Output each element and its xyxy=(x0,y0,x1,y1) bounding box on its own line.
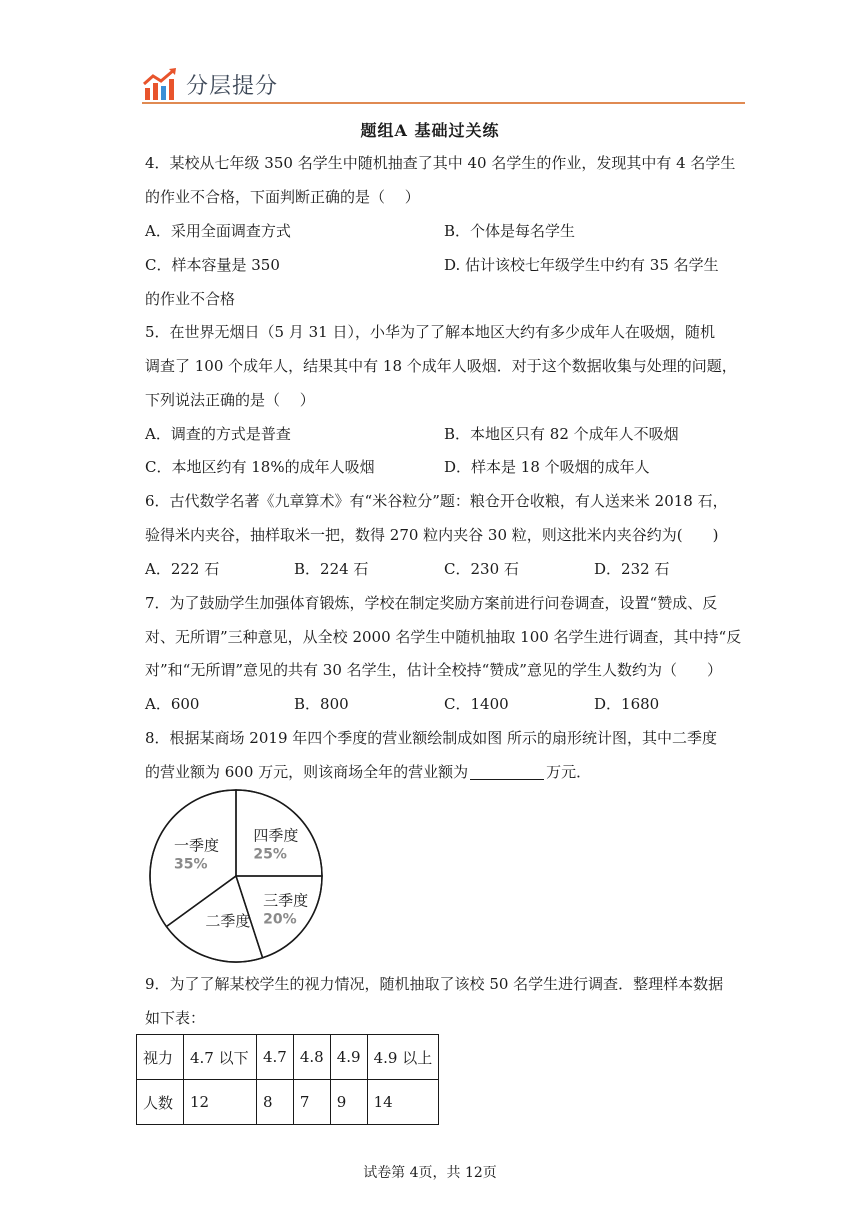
q7-option-b: B．800 xyxy=(294,695,349,713)
vision-data-table xyxy=(136,1034,439,1125)
table-cell: 8 xyxy=(257,1080,294,1125)
table-cell: 4.9 xyxy=(330,1035,367,1080)
q7-stem-line2: 对、无所谓”三种意见，从全校 2000 名学生中随机抽取 100 名学生进行调查，其中持“反 xyxy=(145,628,742,646)
q5-stem-line3: 下列说法正确的是（ ） xyxy=(145,391,315,409)
q8-stem-part-b: 万元． xyxy=(546,763,592,781)
q7-option-a: A．600 xyxy=(145,695,200,713)
q6-option-b: B．224 石 xyxy=(294,560,369,578)
pie-slice-label: 三季度 xyxy=(263,891,309,910)
q5-option-c: C．本地区约有 18%的成年人吸烟 xyxy=(145,458,375,476)
q5-stem-line2: 调查了 100 个成年人，结果其中有 18 个成年人吸烟．对于这个数据收集与处理的问题， xyxy=(145,357,737,375)
q6-stem-line2: 验得米内夹谷，抽样取米一把，数得 270 粒内夹谷 30 粒，则这批米内夹谷约为( ) xyxy=(145,526,719,544)
pie-slice-label: 一季度 xyxy=(174,836,220,855)
q5-stem-line1: 5．在世界无烟日（5 月 31 日），小华为了了解本地区大约有多少成年人在吸烟，随机 xyxy=(145,323,715,341)
q6-stem-line1: 6．古代数学名著《九章算术》有“米谷粒分”题：粮仓开仓收粮，有人送来米 2018 石， xyxy=(145,492,728,510)
q8-stem-line2 xyxy=(145,762,591,782)
table-cell: 14 xyxy=(367,1080,439,1125)
q7-option-d: D．1680 xyxy=(594,695,660,713)
pie-slice-percent: 20% xyxy=(263,911,297,928)
page-footer: 试卷第 4页，共 12页 xyxy=(363,1165,497,1181)
table-cell: 7 xyxy=(293,1080,330,1125)
answer-blank xyxy=(470,763,544,780)
table-row xyxy=(137,1080,439,1125)
pie-slice-label: 二季度 xyxy=(205,912,251,930)
table-cell: 12 xyxy=(184,1080,257,1125)
table-cell: 4.7 以下 xyxy=(184,1035,257,1080)
q7-stem-line3: 对”和“无所谓”意见的共有 30 名学生，估计全校持“赞成”意见的学生人数约为（ ） xyxy=(145,661,722,679)
quarterly-revenue-pie-chart xyxy=(148,788,324,964)
q4-stem-line2: 的作业不合格，下面判断正确的是（ ） xyxy=(145,188,420,206)
bar-chart-logo-icon xyxy=(142,66,178,102)
logo-text: 分层提分 xyxy=(186,73,279,99)
q4-option-d-cont: 的作业不合格 xyxy=(145,290,236,308)
q5-option-a: A．调查的方式是普查 xyxy=(145,425,291,443)
q4-option-a: A．采用全面调查方式 xyxy=(145,222,291,240)
q6-option-a: A．222 石 xyxy=(145,560,220,578)
table-cell: 4.8 xyxy=(293,1035,330,1080)
pie-slice-label: 四季度 xyxy=(253,826,299,845)
q9-stem-line2: 如下表： xyxy=(145,1009,206,1027)
brand-logo xyxy=(142,66,278,102)
header-rule xyxy=(142,102,745,104)
table-row xyxy=(137,1035,439,1080)
table-cell: 4.9 以上 xyxy=(367,1035,439,1080)
q6-option-c: C．230 石 xyxy=(444,560,519,578)
q8-stem-line1: 8．根据某商场 2019 年四个季度的营业额绘制成如图 所示的扇形统计图，其中二季度 xyxy=(145,729,718,747)
table-cell: 人数 xyxy=(137,1080,184,1125)
q4-stem-line1: 4．某校从七年级 350 名学生中随机抽查了其中 40 名学生的作业，发现其中有 4 名学生 xyxy=(145,154,736,172)
q4-option-c: C．样本容量是 350 xyxy=(145,256,280,274)
q7-option-c: C．1400 xyxy=(444,695,509,713)
q6-option-d: D．232 石 xyxy=(594,560,670,578)
q5-option-d: D．样本是 18 个吸烟的成年人 xyxy=(444,458,650,476)
section-title: 题组A 基础过关练 xyxy=(360,121,500,140)
q4-option-d: D. 估计该校七年级学生中约有 35 名学生 xyxy=(444,256,719,274)
q5-option-b: B．本地区只有 82 个成年人不吸烟 xyxy=(444,425,679,443)
table-cell: 9 xyxy=(330,1080,367,1125)
pie-slice-percent: 35% xyxy=(174,856,208,873)
pie-slice-percent: 25% xyxy=(253,846,287,863)
table-cell: 视力 xyxy=(137,1035,184,1080)
q9-stem-line1: 9．为了了解某校学生的视力情况，随机抽取了该校 50 名学生进行调查．整理样本数据 xyxy=(145,975,724,993)
q8-stem-part-a: 的营业额为 600 万元，则该商场全年的营业额为 xyxy=(145,763,469,781)
q7-stem-line1: 7．为了鼓励学生加强体育锻炼，学校在制定奖励方案前进行问卷调查，设置“赞成、反 xyxy=(145,594,718,612)
q4-option-b: B．个体是每名学生 xyxy=(444,222,576,240)
table-cell: 4.7 xyxy=(257,1035,294,1080)
